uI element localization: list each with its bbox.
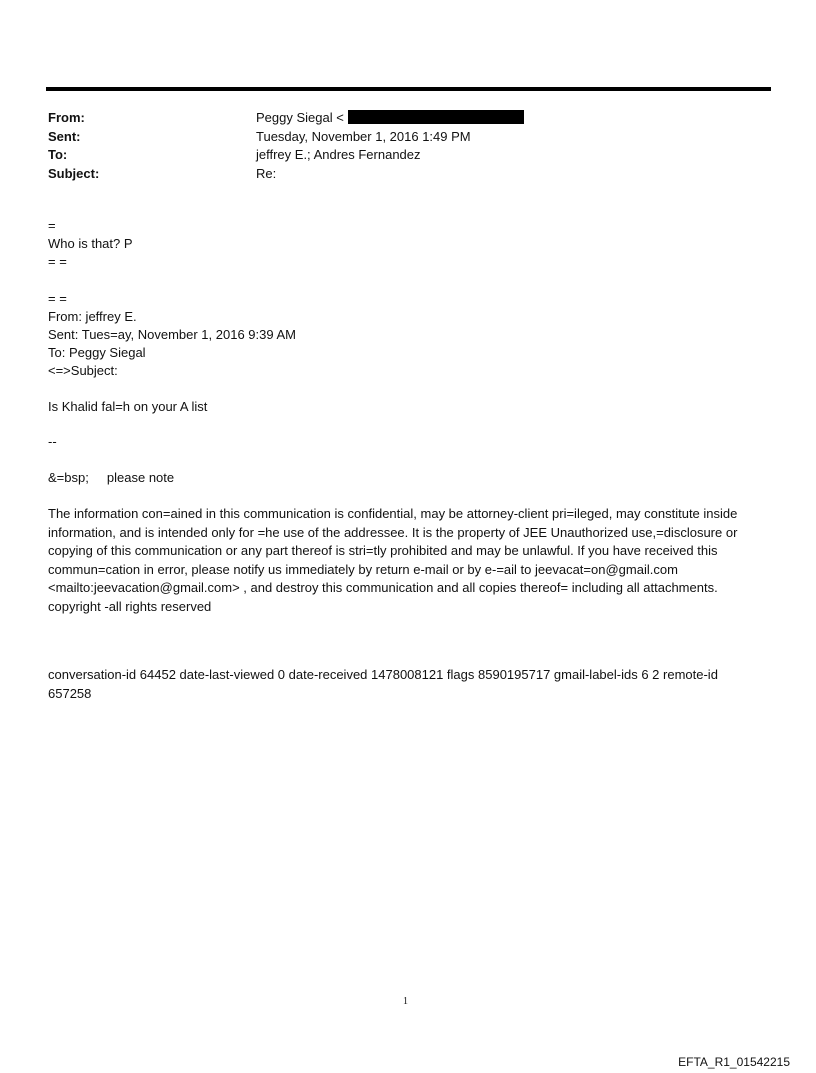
- quoted-sent: Sent: Tues=ay, November 1, 2016 9:39 AM: [48, 327, 296, 342]
- metadata-line: conversation-id 64452 date-last-viewed 0 date-received 1478008121 flags 8590195717 gmail-label-ids 6 2 remote-id 657258: [48, 667, 718, 701]
- disclaimer-paragraph: The information con=ained in this communication is confidential, may be attorney-client pri=ileged, may constitute inside information, and is intended only for =he use of the addressee. It is the property of JEE Unauthorized use,=disclosure or copying of this communication or any part thereof is stri=tly prohibited and may be unlawful. If you have received this commun=cation in error, please notify us immediately by return e-mail or by e-=ail to jeevacat=on@gmail.com <mailto:jeevacation@gmail.com> , and destroy this communication and all copies thereof= including all attachments. copyright -all rights reserved: [48, 506, 738, 614]
- from-name: Peggy Siegal <: [256, 110, 344, 125]
- from-label: From:: [48, 110, 85, 125]
- document-id: EFTA_R1_01542215: [678, 1055, 790, 1069]
- page-number: 1: [403, 996, 408, 1007]
- email-header: [48, 109, 768, 183]
- to-value: jeffrey E.; Andres Fernandez: [256, 147, 421, 162]
- body-line: = =: [48, 291, 67, 306]
- sent-value: Tuesday, November 1, 2016 1:49 PM: [256, 128, 471, 144]
- quoted-from: From: jeffrey E.: [48, 309, 137, 324]
- header-rule: [46, 87, 771, 91]
- body-line: = =: [48, 254, 67, 269]
- quoted-message: Is Khalid fal=h on your A list: [48, 399, 208, 414]
- from-value: [256, 109, 524, 128]
- please-note: &=bsp; please note: [48, 470, 175, 485]
- to-label: To:: [48, 147, 68, 162]
- sent-label: Sent:: [48, 128, 81, 144]
- quoted-to: To: Peggy Siegal: [48, 345, 146, 360]
- quoted-subject: <=>Subject:: [48, 363, 118, 378]
- reply-text: Who is that? P: [48, 236, 133, 251]
- body-line: =: [48, 218, 56, 233]
- subject-value: Re:: [256, 165, 277, 181]
- subject-label: Subject:: [48, 165, 100, 181]
- redaction-block: [348, 110, 524, 124]
- sent-row: [48, 128, 768, 147]
- from-row: [48, 109, 768, 128]
- to-row: [48, 146, 768, 165]
- subject-row: [48, 165, 768, 184]
- signature-separator: --: [48, 434, 57, 449]
